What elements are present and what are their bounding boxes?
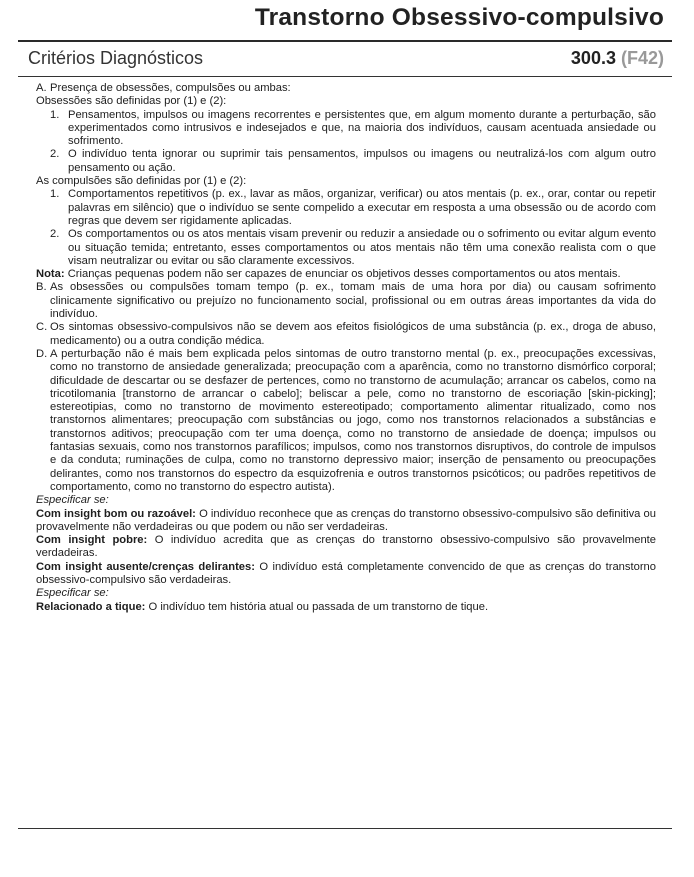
note-label: Nota: — [36, 268, 65, 281]
criterion-a — [36, 82, 656, 95]
criterion-b — [36, 281, 656, 321]
criterion-label: C. — [36, 321, 48, 334]
criterion-c — [36, 321, 656, 348]
criterion-d — [36, 348, 656, 494]
criterion-text: Os sintomas obsessivo-compulsivos não se devem aos efeitos fisiológicos de uma substância (p. ex., droga de abuso, medicamento) ou a outra condição médica. — [50, 321, 656, 347]
note — [36, 268, 656, 281]
criterion-text: As obsessões ou compulsões tomam tempo (p. ex., tomam mais de uma hora por dia) ou causam sofrimento clinicamente significativo ou prejuízo no funcionamento social, profissional ou em outras áreas importantes da vida do indivíduo. — [50, 281, 656, 321]
specifier-tic — [36, 601, 656, 614]
item-number: 1. — [50, 188, 60, 201]
note-text: Crianças pequenas podem não ser capazes de enunciar os objetivos desses comportamentos ou atos mentais. — [67, 268, 621, 281]
dsm-code: 300.3 — [570, 47, 616, 68]
item-number: 2. — [50, 228, 60, 241]
specifier-insight-poor — [36, 534, 656, 561]
item-text: Pensamentos, impulsos ou imagens recorrentes e persistentes que, em algum momento durante a perturbação, são experimentados como intrusivos e indesejados e que, na maioria dos indivíduos, causam acentuada ansiedade ou sofrimento. — [68, 108, 656, 148]
section-rule — [18, 76, 672, 77]
obsessions-intro: Obsessões são definidas por (1) e (2): — [36, 95, 227, 108]
item-text: Comportamentos repetitivos (p. ex., lavar as mãos, organizar, verificar) ou atos mentais (p. ex., orar, contar ou repetir palavras em silêncio) que o indivíduo se sente compelido a executar em resposta a uma obsessão ou de acordo com regras que devem ser rigidamente aplicadas. — [68, 188, 656, 227]
criteria-body — [36, 82, 656, 614]
specifier-insight-good — [36, 508, 656, 535]
item-number: 2. — [50, 148, 60, 161]
diagnostic-code — [571, 48, 664, 69]
specifier-name: Com insight ausente/crenças delirantes: — [36, 560, 255, 573]
section-title: Critérios Diagnósticos — [28, 47, 204, 68]
criterion-text: Presença de obsessões, compulsões ou ambas: — [50, 82, 291, 94]
specifier-text: O indivíduo reconhece que as crenças do transtorno obsessivo-compulsivo são definitiva ou provavelmente não verdadeiras ou que podem ou não ser verdadeiras. — [36, 507, 656, 533]
specifier-insight-absent — [36, 561, 656, 588]
section-header — [28, 46, 664, 70]
specify-label: Especificar se: — [36, 587, 109, 600]
specifier-text: O indivíduo está completamente convencido de que as crenças do transtorno obsessivo-compulsivo são verdadeiras. — [36, 560, 656, 586]
criterion-label: D. — [36, 347, 48, 360]
obsession-item — [50, 148, 656, 175]
item-text: Os comportamentos ou os atos mentais visam prevenir ou reduzir a ansiedade ou o sofrimento ou evitar algum evento ou situação temida; entretanto, esses comportamentos ou atos mentais não têm uma conexão realista com o que visam neutralizar ou evitar ou são claramente excessivos. — [68, 228, 656, 267]
specifier-name: Com insight pobre: — [36, 534, 148, 547]
compulsion-item — [50, 188, 656, 228]
compulsions-intro: As compulsões são definidas por (1) e (2): — [36, 175, 247, 188]
specify-label: Especificar se: — [36, 494, 109, 507]
item-number: 1. — [50, 108, 60, 121]
specifier-name: Com insight bom ou razoável: — [36, 507, 196, 520]
specifier-text: O indivíduo tem história atual ou passada de um transtorno de tique. — [148, 600, 489, 613]
specifier-name: Relacionado a tique: — [36, 600, 146, 613]
criterion-label: A. — [36, 82, 47, 94]
criterion-label: B. — [36, 281, 47, 294]
title-rule — [18, 40, 672, 42]
icd-code: (F42) — [620, 47, 664, 68]
criterion-text: A perturbação não é mais bem explicada pelos sintomas de outro transtorno mental (p. ex., preocupações excessivas, como no transtorno de ansiedade generalizada; preocupação com a aparência, como no transtorno dismórfico corporal; dificuldade de descartar ou se desfazer de pertences, como no transtorno de acumulação; arrancar os cabelos, como na tricotilomania [transtorno de arrancar o cabelo]; beliscar a pele, como no transtorno de escoriação [skin-picking]; estereotipias, como no transtorno de movimento estereotipado; comportamento alimentar ritualizado, como nos transtornos alimentares; preocupação com substâncias ou jogo, como nos transtornos relacionados a substâncias e transtornos aditivos; preocupação com ter uma doença, como no transtorno de ansiedade de doença; impulsos ou fantasias sexuais, como nos transtornos parafílicos; impulsos, como nos transtornos disruptivos, do controle de impulsos e da conduta; ruminações de culpa, como no transtorno depressivo maior; inserção de pensamento ou preocupações delirantes, como nos transtornos do espectro da esquizofrenia e outros transtornos psicóticos; ou padrões repetitivos de comportamento, como no transtorno do espectro autista). — [50, 347, 656, 493]
bottom-rule — [18, 828, 672, 829]
specifier-text: O indivíduo acredita que as crenças do transtorno obsessivo-compulsivo são provavelmente verdadeiras. — [36, 534, 656, 560]
compulsion-item — [50, 228, 656, 268]
page-title: Transtorno Obsessivo-compulsivo — [254, 4, 664, 31]
item-text: O indivíduo tenta ignorar ou suprimir tais pensamentos, impulsos ou imagens ou neutralizá-los com algum outro pensamento ou ação. — [68, 148, 656, 174]
obsession-item — [50, 109, 656, 149]
